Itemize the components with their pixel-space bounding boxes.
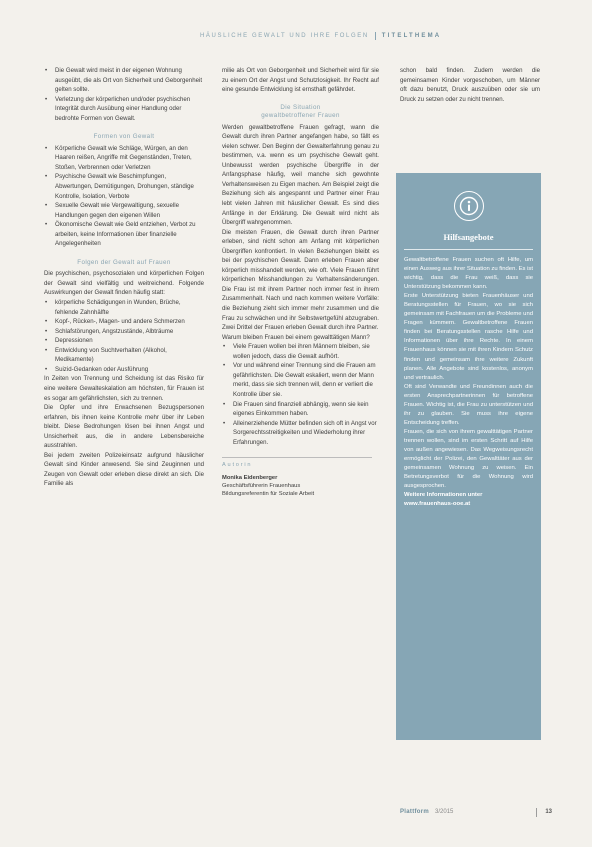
text-column-2 xyxy=(222,66,379,498)
issue-number: 3/2015 xyxy=(435,809,454,815)
magazine-name: Plattform xyxy=(400,809,430,815)
info-paragraph: Oft sind Verwandte und Freundinnen auch die ersten Ansprechpartnerinnen für betroffene Frauen. Wichtig ist, die Frau zu unterstützen und ihr zu glauben. Sie muss ihre eigene Entscheidung treffen. xyxy=(404,383,533,426)
info-contact-line: Weitere Informationen unter xyxy=(404,492,483,499)
header-rubric: HÄUSLICHE GEWALT UND IHRE FOLGEN xyxy=(200,33,369,39)
paragraph: Die psychischen, psychosozialen und körperlichen Folgen der Gewalt sind vielfältig und weitreichend. Folgende Auswirkungen der Gewalt finden häufig statt: xyxy=(44,270,204,297)
text-column-1 xyxy=(44,66,204,489)
list-item: • Psychische Gewalt wie Beschimpfungen, Abwertungen, Demütigungen, Drohungen, ständige Kontrolle, Isolation, Verbote xyxy=(44,172,204,201)
info-box-title: Hilfsangebote xyxy=(404,231,533,250)
author-name: Monika Eidenberger xyxy=(222,474,278,481)
paragraph: schon bald finden. Zudem werden die gemeinsamen Kinder vorgeschoben, um Männer oft dazu benutzt, Druck auszuüben oder sie um Druck zu setzen oder zu nicht trennen. xyxy=(400,67,540,103)
intro-list xyxy=(44,66,204,123)
info-paragraph: Erste Unterstützung bieten Frauenhäuser und Beratungsstellen für Frauen, wo sie sich gemeinsam mit Fachfrauen um die Probleme und Fragen kümmern. Gewaltbetroffene Frauen finden bei Beratungsstellen rasche Hilfe und Informationen über ihre Rechte. In einem Frauenhaus können sie mit ihren Kindern Schutz finden und gemeinsam ihre weitere Zukunft planen. Alle Angebote sind kostenlos, anonym und vertraulich. xyxy=(404,293,534,381)
info-contact-link[interactable]: www.frauenhaus-ooe.at xyxy=(404,501,471,508)
text-column-3 xyxy=(400,66,540,104)
author-divider xyxy=(222,457,372,458)
paragraph: Bei jedem zweiten Polizeieinsatz aufgrund häuslicher Gewalt sind Kinder anwesend. Sie sind Zeuginnen und Zeugen von Gewalt oder erleben diese direkt an sich. Die Familie als xyxy=(44,451,204,488)
list-item: • Suizid-Gedanken oder Ausführung xyxy=(44,365,204,375)
footer-divider xyxy=(536,808,537,817)
consequences-list xyxy=(44,298,204,374)
help-info-box xyxy=(396,173,541,740)
info-paragraph: Frauen, die sich von ihrem gewalttätigen Partner trennen wollen, sind im ersten Schritt auf Hilfe von außen angewiesen. Das Wegweisungsrecht ermöglicht der Polizei, den Gewalttäter aus der gemeinsamen Wohnung zu weisen. Ein Betretungsverbot für die Wohnung wird ausgesprochen. xyxy=(404,428,533,490)
header-divider xyxy=(375,32,376,40)
list-item: • Sexuelle Gewalt wie Vergewaltigung, sexuelle Handlungen gegen den eigenen Willen xyxy=(44,201,204,220)
question-heading: Warum bleiben Frauen bei einem gewalttätigen Mann? xyxy=(222,333,370,341)
reasons-list xyxy=(222,342,379,447)
list-item: • Ökonomische Gewalt wie Geld entziehen, Verbot zu arbeiten, keine Informationen über finanzielle Angelegenheiten xyxy=(44,220,204,249)
situation-heading-line-2: gewaltbetroffener Frauen xyxy=(261,112,340,120)
paragraph: milie als Ort von Geborgenheit und Sicherheit wird für sie zu einem Ort der Angst und Schutzlosigkeit. Ihr Recht auf eine gesunde Entwicklung ist ernsthaft gefährdet. xyxy=(222,67,379,94)
list-item: • Viele Frauen wollen bei ihren Männern bleiben, sie wollen jedoch, dass die Gewalt aufhört. xyxy=(222,342,379,361)
paragraph: In Zeiten von Trennung und Scheidung ist das Risiko für eine weitere Gewalteskalation am höchsten, für Frauen ist es sogar am gefährlichsten, sich zu trennen. xyxy=(44,375,204,402)
list-item: • Körperliche Gewalt wie Schläge, Würgen, an den Haaren reißen, Angriffe mit Gegenständen, Treten, Stoßen, Verbrennen oder Verletzen xyxy=(44,144,204,173)
situation-heading-line-1: Die Situation xyxy=(280,103,321,111)
info-glyph-icon xyxy=(459,196,479,216)
page-footer xyxy=(400,806,552,818)
list-item: • Vor und während einer Trennung sind die Frauen am gefährlichsten. Die Gewalt eskaliert, wenn der Mann merkt, dass sie sich trennen will, denn er verliert die Kontrolle über sie. xyxy=(222,361,379,399)
info-circle-icon xyxy=(454,191,484,221)
list-item: • Alleinerziehende Mütter befinden sich oft in Angst vor Sorgerechtsstreitigkeiten und Wiederholung ihrer Erfahrungen. xyxy=(222,419,379,448)
list-item: • körperliche Schädigungen in Wunden, Brüche, fehlende Zahnhälfte xyxy=(44,298,204,317)
paragraph: Werden gewaltbetroffene Frauen gefragt, wann die Gewalt durch ihren Partner angefangen habe, so fällt es vielen schwer. Den Beginn der Gewalterfahrung genau zu bestimmen, v.a. wenn es um psychische Gewalt geht. Unbewusst werden psychische Übergriffe in der Anfangsphase häufig, weil manche sich gewohnte Verhaltensweisen zu Eigen machen. Am Beispiel zeigt die Beziehung sich als angespannt und Partner einer Frau lebt vielen Jahren mit häuslicher Gewalt. Es sind dies Anfänge in der Erklärung. Die Gewalt wird nicht als Übergriff wahrgenommen. xyxy=(222,123,379,227)
list-item: • Depressionen xyxy=(44,336,204,346)
list-item: • Schlafstörungen, Angstzustände, Albträume xyxy=(44,327,204,337)
list-item: • Die Gewalt wird meist in der eigenen Wohnung ausgeübt, die als Ort von Sicherheit und Geborgenheit gelten sollte. xyxy=(44,66,204,95)
forms-list xyxy=(44,144,204,249)
author-role: Geschäftsführerin Frauenhaus xyxy=(222,482,301,489)
list-item: • Kopf-, Rücken-, Magen- und andere Schmerzen xyxy=(44,317,204,327)
info-paragraph: Gewaltbetroffene Frauen suchen oft Hilfe, um einen Ausweg aus ihrer Situation zu finden. Es ist wichtig, dass die Frau weiß, dass sie Unterstützung bekommen kann. xyxy=(404,257,534,291)
list-item: • Die Frauen sind finanziell abhängig, wenn sie kein eigenes Einkommen haben. xyxy=(222,400,379,419)
running-header xyxy=(200,30,560,42)
author-label: Autorin xyxy=(222,462,253,469)
situation-heading xyxy=(222,104,379,121)
paragraph: Die Opfer und ihre Erwachsenen Bezugspersonen erfahren, bis ihnen keine Kontrolle mehr über ihr Leben bleibt. Diese Bedrohungen lösen bei ihnen Angst und Unsicherheit aus, die in andere Lebensbereiche ausstrahlen. xyxy=(44,404,204,450)
list-item: • Verletzung der körperlichen und/oder psychischen Integrität durch Ausübung einer Handlung oder bedrohte Formen von Gewalt. xyxy=(44,95,204,124)
list-item: • Entwicklung von Suchtverhalten (Alkohol, Medikamente) xyxy=(44,346,204,365)
consequences-heading: Folgen der Gewalt auf Frauen xyxy=(77,258,171,266)
forms-heading: Formen von Gewalt xyxy=(93,133,155,141)
header-section: TITELTHEMA xyxy=(381,33,442,39)
page-number: 13 xyxy=(545,809,552,815)
author-role: Bildungsreferentin für Soziale Arbeit xyxy=(222,490,315,497)
paragraph: Die meisten Frauen, die Gewalt durch ihren Partner erleben, sind nicht schon am Anfang mit körperlichen Übergriffen konfrontiert. In vielen Beziehungen bleibt es bei der psychischen Gewalt. Dann erleben Frauen aber körperlich misshandelt werden, wie oft. Viele Frauen führt körperlichen Misshandlungen zu Verhaltensänderungen. Die Frau ist mit ihrem Partner noch immer fest in ihrem Zusammenhalt. Nach und nach kommen weitere Vorfälle: die Beziehung zieht sich immer mehr zusammen und die Frau zu schwächen und ihr Selbstwertgefühl abzugraben. Zwei Drittel der Frauen erleben Gewalt durch ihre Partner. xyxy=(222,228,379,332)
